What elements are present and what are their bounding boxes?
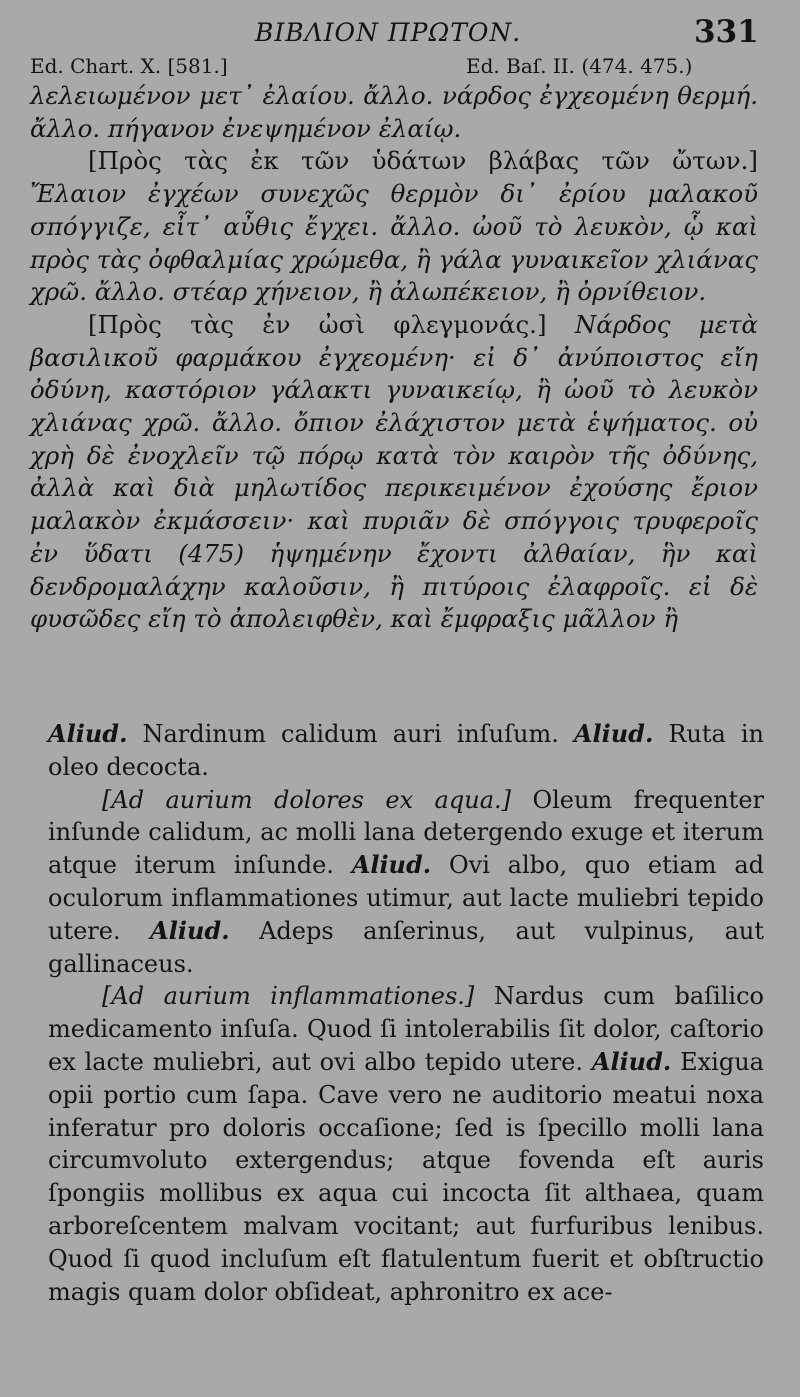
greek-paragraph-2 bbox=[30, 145, 758, 309]
latin-paragraph-1 bbox=[48, 718, 764, 784]
aliud-marker: Aliud. bbox=[591, 1046, 672, 1076]
latin-text-column bbox=[48, 718, 764, 1308]
section-heading: [Ad aurium inflammationes.] bbox=[102, 982, 475, 1011]
greek-paragraph-3 bbox=[30, 309, 758, 636]
greek-text: Ἔλαιον ἐγχέων συνεχῶς θερμὸν δι᾽ ἐρίου μαλακοῦ σπόγγιζε, εἶτ᾽ αὖθις ἔγχει. ἄλλο. ὠοῦ τὸ λευκὸν, ᾧ καὶ πρὸς τὰς ὀφθαλμίας χρώμεθα, ἢ γάλα γυναικεῖον χλιάνας χρῶ. ἄλλο. στέαρ χήνειον, ἢ ἀλωπέκειον, ἢ ὀρνίθειον. bbox=[30, 179, 758, 307]
aliud-marker: Aliud. bbox=[48, 719, 128, 748]
aliud-marker: Aliud. bbox=[351, 850, 432, 880]
greek-paragraph-1 bbox=[30, 80, 758, 145]
latin-text: Ovi albo, quo etiam ad oculorum inflammationes utimur, aut lacte muliebri tepido utere. bbox=[48, 851, 764, 945]
greek-text: λελειωμένον μετ᾽ ἐλαίου. ἄλλο. νάρδος ἐγχεομένη θερμή. ἄλλο. πήγανον ἐνεψημένον ἐλαίῳ. bbox=[30, 81, 758, 143]
section-heading: [Πρὸς τὰς ἐκ τῶν ὑδάτων βλάβας τῶν ὤτων.] bbox=[88, 146, 758, 176]
edition-basel: Ed. Baſ. II. (474. 475.) bbox=[466, 54, 693, 78]
latin-text: Nardinum calidum auri inſuſum. bbox=[142, 720, 559, 748]
latin-paragraph-3 bbox=[48, 980, 764, 1308]
greek-text-column bbox=[30, 80, 758, 636]
book-title: ΒΙΒΛΙΟΝ ΠΡΩΤΟΝ. bbox=[255, 18, 522, 47]
section-heading: [Πρὸς τὰς ἐν ὠσὶ φλεγμονάς.] bbox=[88, 309, 547, 339]
latin-paragraph-2 bbox=[48, 784, 764, 981]
aliud-marker: Aliud. bbox=[150, 915, 230, 945]
edition-chartier: Ed. Chart. X. [581.] bbox=[30, 54, 228, 78]
latin-text: Adeps anſerinus, aut vulpinus, aut gallinaceus. bbox=[48, 916, 764, 978]
section-heading: [Ad aurium dolores ex aqua.] bbox=[102, 785, 511, 814]
latin-text: Exigua opii portio cum ſapa. Cave vero ne auditorio meatui noxa inferatur pro doloris occaſione; ſed is ſpecillo molli lana circumvoluto extergendus; atque fovenda eſt auris ſpongiis mollibus ex aqua cui incocta ſit althaea, quam arboreſcentem malvam vocitant; aut furfuribus lenibus. Quod ſi quod incluſum eſt flatulentum fuerit et obſtructio magis quam dolor obſideat, aphronitro ex ace- bbox=[48, 1047, 764, 1306]
latin-text: Ruta in oleo decocta. bbox=[48, 720, 764, 781]
latin-text: Oleum frequenter inſunde calidum, ac molli lana detergendo exuge et iterum atque iterum inſunde. bbox=[48, 785, 764, 880]
page-number: 331 bbox=[694, 14, 759, 50]
latin-text: Nardus cum baſilico medicamento inſuſa. Quod ſi intolerabilis ſit dolor, caſtorio ex lacte muliebri, aut ovi albo tepido utere. bbox=[48, 982, 764, 1076]
aliud-marker: Aliud. bbox=[573, 719, 654, 748]
greek-text: Νάρδος μετὰ βασιλικοῦ φαρμάκου ἐγχεομένη· εἰ δ᾽ ἀνύποιστος εἴη ὀδύνη, καστόριον γάλακτι γυναικείῳ, ἢ ὠοῦ τὸ λευκὸν χλιάνας χρῶ. ἄλλο. ὄπιον ἐλάχιστον μετὰ ἑψήματος. οὐ χρὴ δὲ ἐνοχλεῖν τῷ πόρῳ κατὰ τὸν καιρὸν τῆς ὀδύνης, ἀλλὰ καὶ διὰ μηλωτίδος περικειμένον ἐχούσης ἔριον μαλακὸν ἐκμάσσειν· καὶ πυριᾶν δὲ σπόγγοις τρυφεροῖς ἐν ὕδατι (475) ἡψημένην ἔχοντι ἀλθαίαν, ἣν καὶ δενδρομαλάχην καλοῦσιν, ἢ πιτύροις ἐλαφροῖς. εἰ δὲ φυσῶδες εἴη τὸ ἀπολειφθὲν, καὶ ἔμφραξις μᾶλλον ἢ bbox=[30, 309, 758, 634]
running-head bbox=[0, 12, 800, 56]
